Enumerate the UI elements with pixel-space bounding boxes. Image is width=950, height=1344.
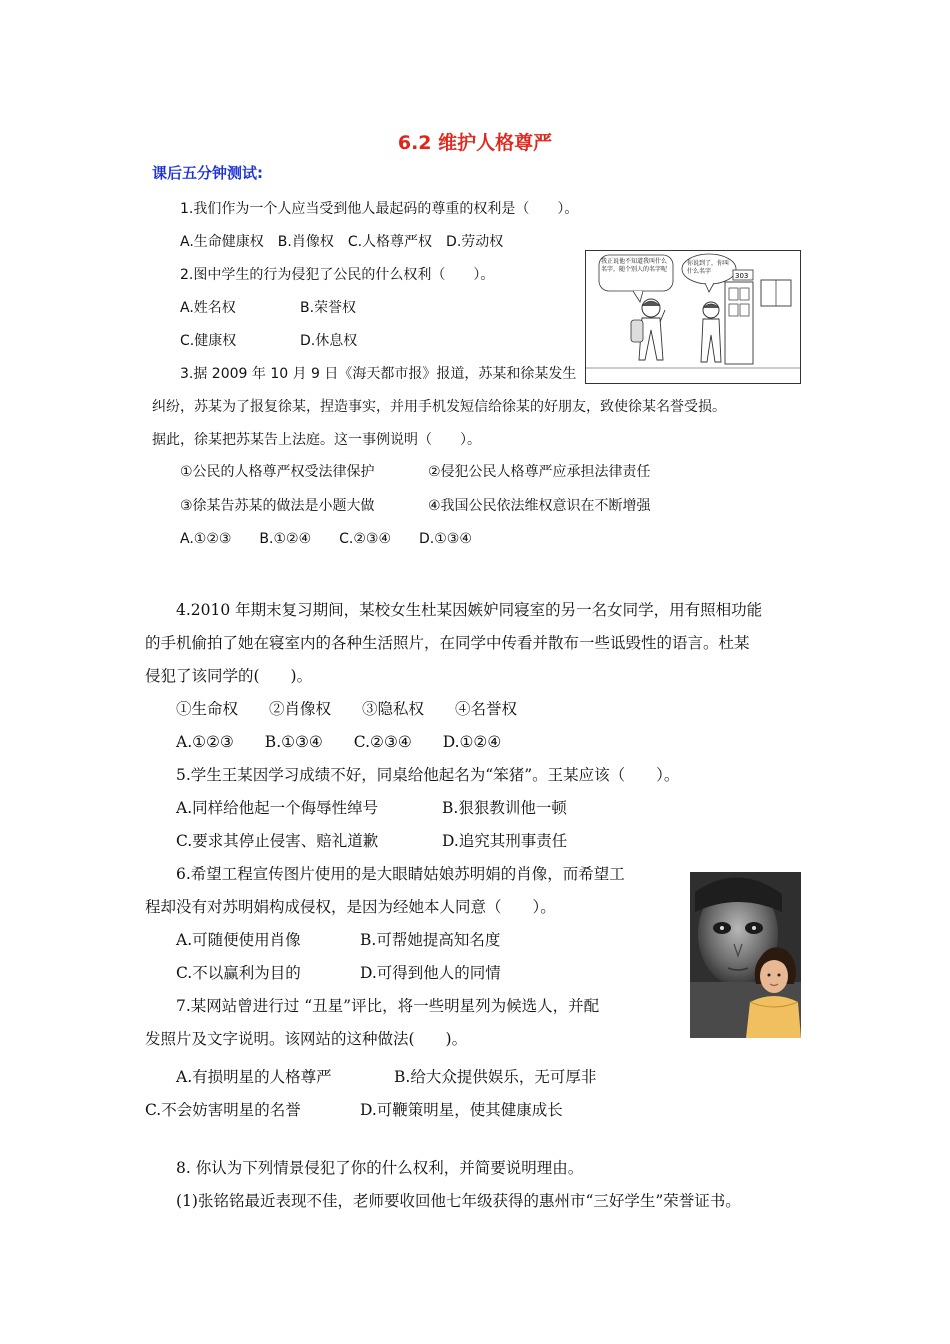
- q3-statement-3: ③徐某告苏某的做法是小题大做: [180, 498, 375, 514]
- q2-option-a: A.姓名权: [180, 300, 236, 316]
- q1-stem: 1.我们作为一个人应当受到他人最起码的尊重的权利是（ ）。: [180, 201, 579, 217]
- q6-line1: 6.希望工程宣传图片使用的是大眼睛姑娘苏明娟的肖像，而希望工: [176, 865, 625, 883]
- q4-line3: 侵犯了该同学的( )。: [145, 667, 313, 685]
- cartoon-bubble-right: 你说到了，你叫什么名字: [687, 260, 730, 275]
- q2-option-b: B.荣誉权: [300, 300, 357, 316]
- q2-stem: 2.图中学生的行为侵犯了公民的什么权利（ ）。: [180, 267, 495, 283]
- q5-option-a: A.同样给他起一个侮辱性绰号: [176, 799, 379, 817]
- q5-option-d: D.追究其刑事责任: [442, 832, 568, 850]
- q7-line2: 发照片及文字说明。该网站的这种做法( )。: [145, 1030, 468, 1048]
- svg-text:303: 303: [735, 272, 749, 280]
- q6-option-d: D.可得到他人的同情: [360, 964, 501, 982]
- q3-line3: 据此，徐某把苏某告上法庭。这一事例说明（ ）。: [152, 432, 481, 448]
- q8-item-1: (1)张铭铭最近表现不佳，老师要收回他七年级获得的惠州市“三好学生”荣誉证书。: [176, 1192, 741, 1210]
- photo-drawing: [690, 872, 801, 1038]
- q7-line1: 7.某网站曾进行过 “丑星”评比，将一些明星列为候选人，并配: [176, 997, 600, 1015]
- q2-option-d: D.休息权: [300, 333, 358, 349]
- q3-line1: 3.据 2009 年 10 月 9 日《海天都市报》报道，苏某和徐某发生: [180, 366, 577, 382]
- section-subtitle: 课后五分钟测试:: [152, 164, 263, 182]
- q6-line2: 程却没有对苏明娟构成侵权，是因为经她本人同意（ ）。: [145, 898, 556, 916]
- photo-illustration: [690, 872, 801, 1038]
- q5-stem: 5.学生王某因学习成绩不好，同桌给他起名为“笨猪”。王某应该（ ）。: [176, 766, 680, 784]
- cartoon-bubble-left: 我正说他不知道我叫什么名字，随个别人的名字呢: [601, 258, 668, 273]
- q7-option-d: D.可鞭策明星，使其健康成长: [360, 1101, 563, 1119]
- q4-items: ①生命权 ②肖像权 ③隐私权 ④名誉权: [176, 700, 518, 718]
- q3-statement-2: ②侵犯公民人格尊严应承担法律责任: [428, 464, 651, 480]
- q3-statement-1: ①公民的人格尊严权受法律保护: [180, 464, 375, 480]
- cartoon-illustration: [585, 250, 801, 384]
- q3-options: A.①②③ B.①②④ C.②③④ D.①③④: [180, 531, 472, 547]
- q2-option-c: C.健康权: [180, 333, 237, 349]
- q7-option-c: C.不会妨害明星的名誉: [145, 1101, 301, 1119]
- q6-option-b: B.可帮她提高知名度: [360, 931, 501, 949]
- q7-option-a: A.有损明星的人格尊严: [176, 1068, 332, 1086]
- page-title: 6.2 维护人格尊严: [397, 132, 553, 154]
- q1-options: A.生命健康权 B.肖像权 C.人格尊严权 D.劳动权: [180, 234, 504, 250]
- q8-stem: 8. 你认为下列情景侵犯了你的什么权利，并简要说明理由。: [176, 1159, 584, 1177]
- q5-option-b: B.狠狠教训他一顿: [442, 799, 567, 817]
- q6-option-a: A.可随便使用肖像: [176, 931, 301, 949]
- q5-option-c: C.要求其停止侵害、赔礼道歉: [176, 832, 379, 850]
- q3-statement-4: ④我国公民依法维权意识在不断增强: [428, 498, 651, 514]
- q3-line2: 纠纷，苏某为了报复徐某，捏造事实，并用手机发短信给徐某的好朋友，致使徐某名誉受损。: [152, 399, 726, 415]
- q4-options: A.①②③ B.①③④ C.②③④ D.①②④: [176, 733, 502, 751]
- q7-option-b: B.给大众提供娱乐，无可厚非: [394, 1068, 597, 1086]
- q4-line1: 4.2010 年期末复习期间，某校女生杜某因嫉妒同寝室的另一名女同学，用有照相功能: [176, 601, 763, 619]
- q6-option-c: C.不以赢利为目的: [176, 964, 301, 982]
- q4-line2: 的手机偷拍了她在寝室内的各种生活照片，在同学中传看并散布一些诋毁性的语言。杜某: [145, 634, 750, 652]
